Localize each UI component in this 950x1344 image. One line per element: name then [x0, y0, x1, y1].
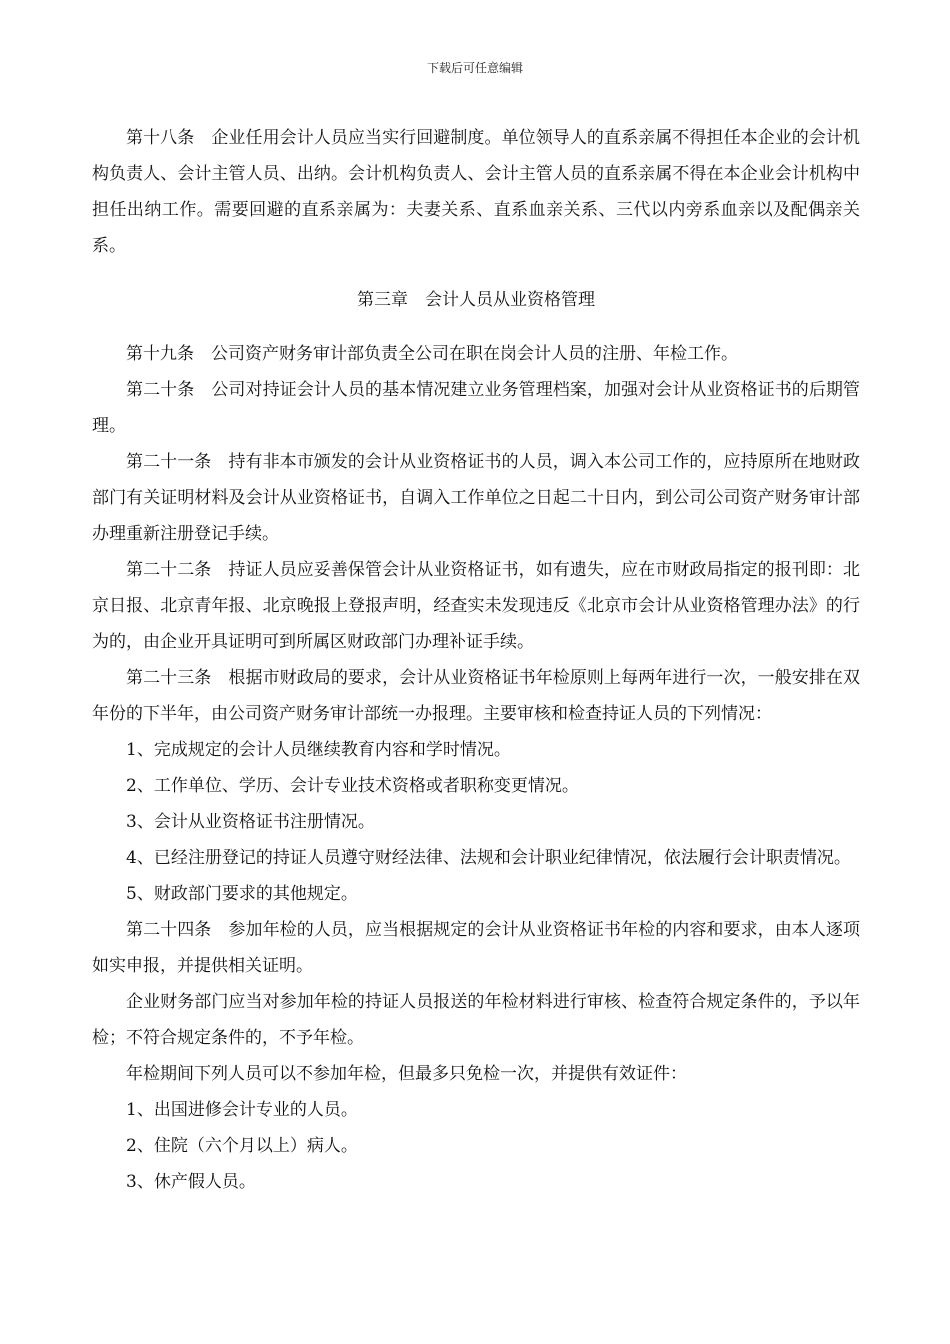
- page-header: 下载后可任意编辑: [426, 61, 523, 75]
- list-item: 4、已经注册登记的持证人员遵守财经法律、法规和会计职业纪律情况，依法履行会计职责情况。: [126, 848, 851, 868]
- list-item: 2、工作单位、学历、会计专业技术资格或者职称变更情况。: [126, 776, 579, 796]
- list-item: 1、完成规定的会计人员继续教育内容和学时情况。: [126, 740, 511, 760]
- article-22: 第二十二条 持证人员应妥善保管会计从业资格证书，如有遗失，应在市财政局指定的报刊即：北京日报、北京青年报、北京晚报上登报声明，经查实未发现违反《北京市会计从业资格管理办法》的行为的，由企业开具证明可到所属区财政部门办理补证手续。: [92, 560, 860, 652]
- article-24: 第二十四条 参加年检的人员，应当根据规定的会计从业资格证书年检的内容和要求，由本人逐项如实申报，并提供相关证明。: [92, 920, 860, 976]
- paragraph: 企业财务部门应当对参加年检的持证人员报送的年检材料进行审核、检查符合规定条件的，予以年检；不符合规定条件的，不予年检。: [92, 992, 860, 1048]
- article-19: 第十九条 公司资产财务审计部负责全公司在职在岗会计人员的注册、年检工作。: [126, 344, 738, 364]
- article-20: 第二十条 公司对持证会计人员的基本情况建立业务管理档案，加强对会计从业资格证书的后期管理。: [92, 380, 860, 436]
- list-item: 5、财政部门要求的其他规定。: [126, 884, 358, 904]
- chapter-3-heading: 第三章 会计人员从业资格管理: [357, 290, 595, 310]
- list-item: 1、出国进修会计专业的人员。: [126, 1100, 358, 1120]
- document-body: [92, 120, 860, 1200]
- article-23: 第二十三条 根据市财政局的要求，会计从业资格证书年检原则上每两年进行一次，一般安排在双年份的下半年，由公司资产财务审计部统一办报理。主要审核和检查持证人员的下列情况：: [92, 668, 860, 724]
- list-item: 3、休产假人员。: [126, 1172, 256, 1192]
- list-item: 3、会计从业资格证书注册情况。: [126, 812, 375, 832]
- list-item: 2、住院（六个月以上）病人。: [126, 1136, 358, 1156]
- article-18: 第十八条 企业任用会计人员应当实行回避制度。单位领导人的直系亲属不得担任本企业的会计机构负责人、会计主管人员、出纳。会计机构负责人、会计主管人员的直系亲属不得在本企业会计机构中担任出纳工作。需要回避的直系亲属为：夫妻关系、直系血亲关系、三代以内旁系血亲以及配偶亲关系。: [92, 128, 860, 256]
- article-21: 第二十一条 持有非本市颁发的会计从业资格证书的人员，调入本公司工作的，应持原所在地财政部门有关证明材料及会计从业资格证书，自调入工作单位之日起二十日内，到公司公司资产财务审计部办理重新注册登记手续。: [92, 452, 860, 544]
- paragraph: 年检期间下列人员可以不参加年检，但最多只免检一次，并提供有效证件：: [126, 1064, 687, 1084]
